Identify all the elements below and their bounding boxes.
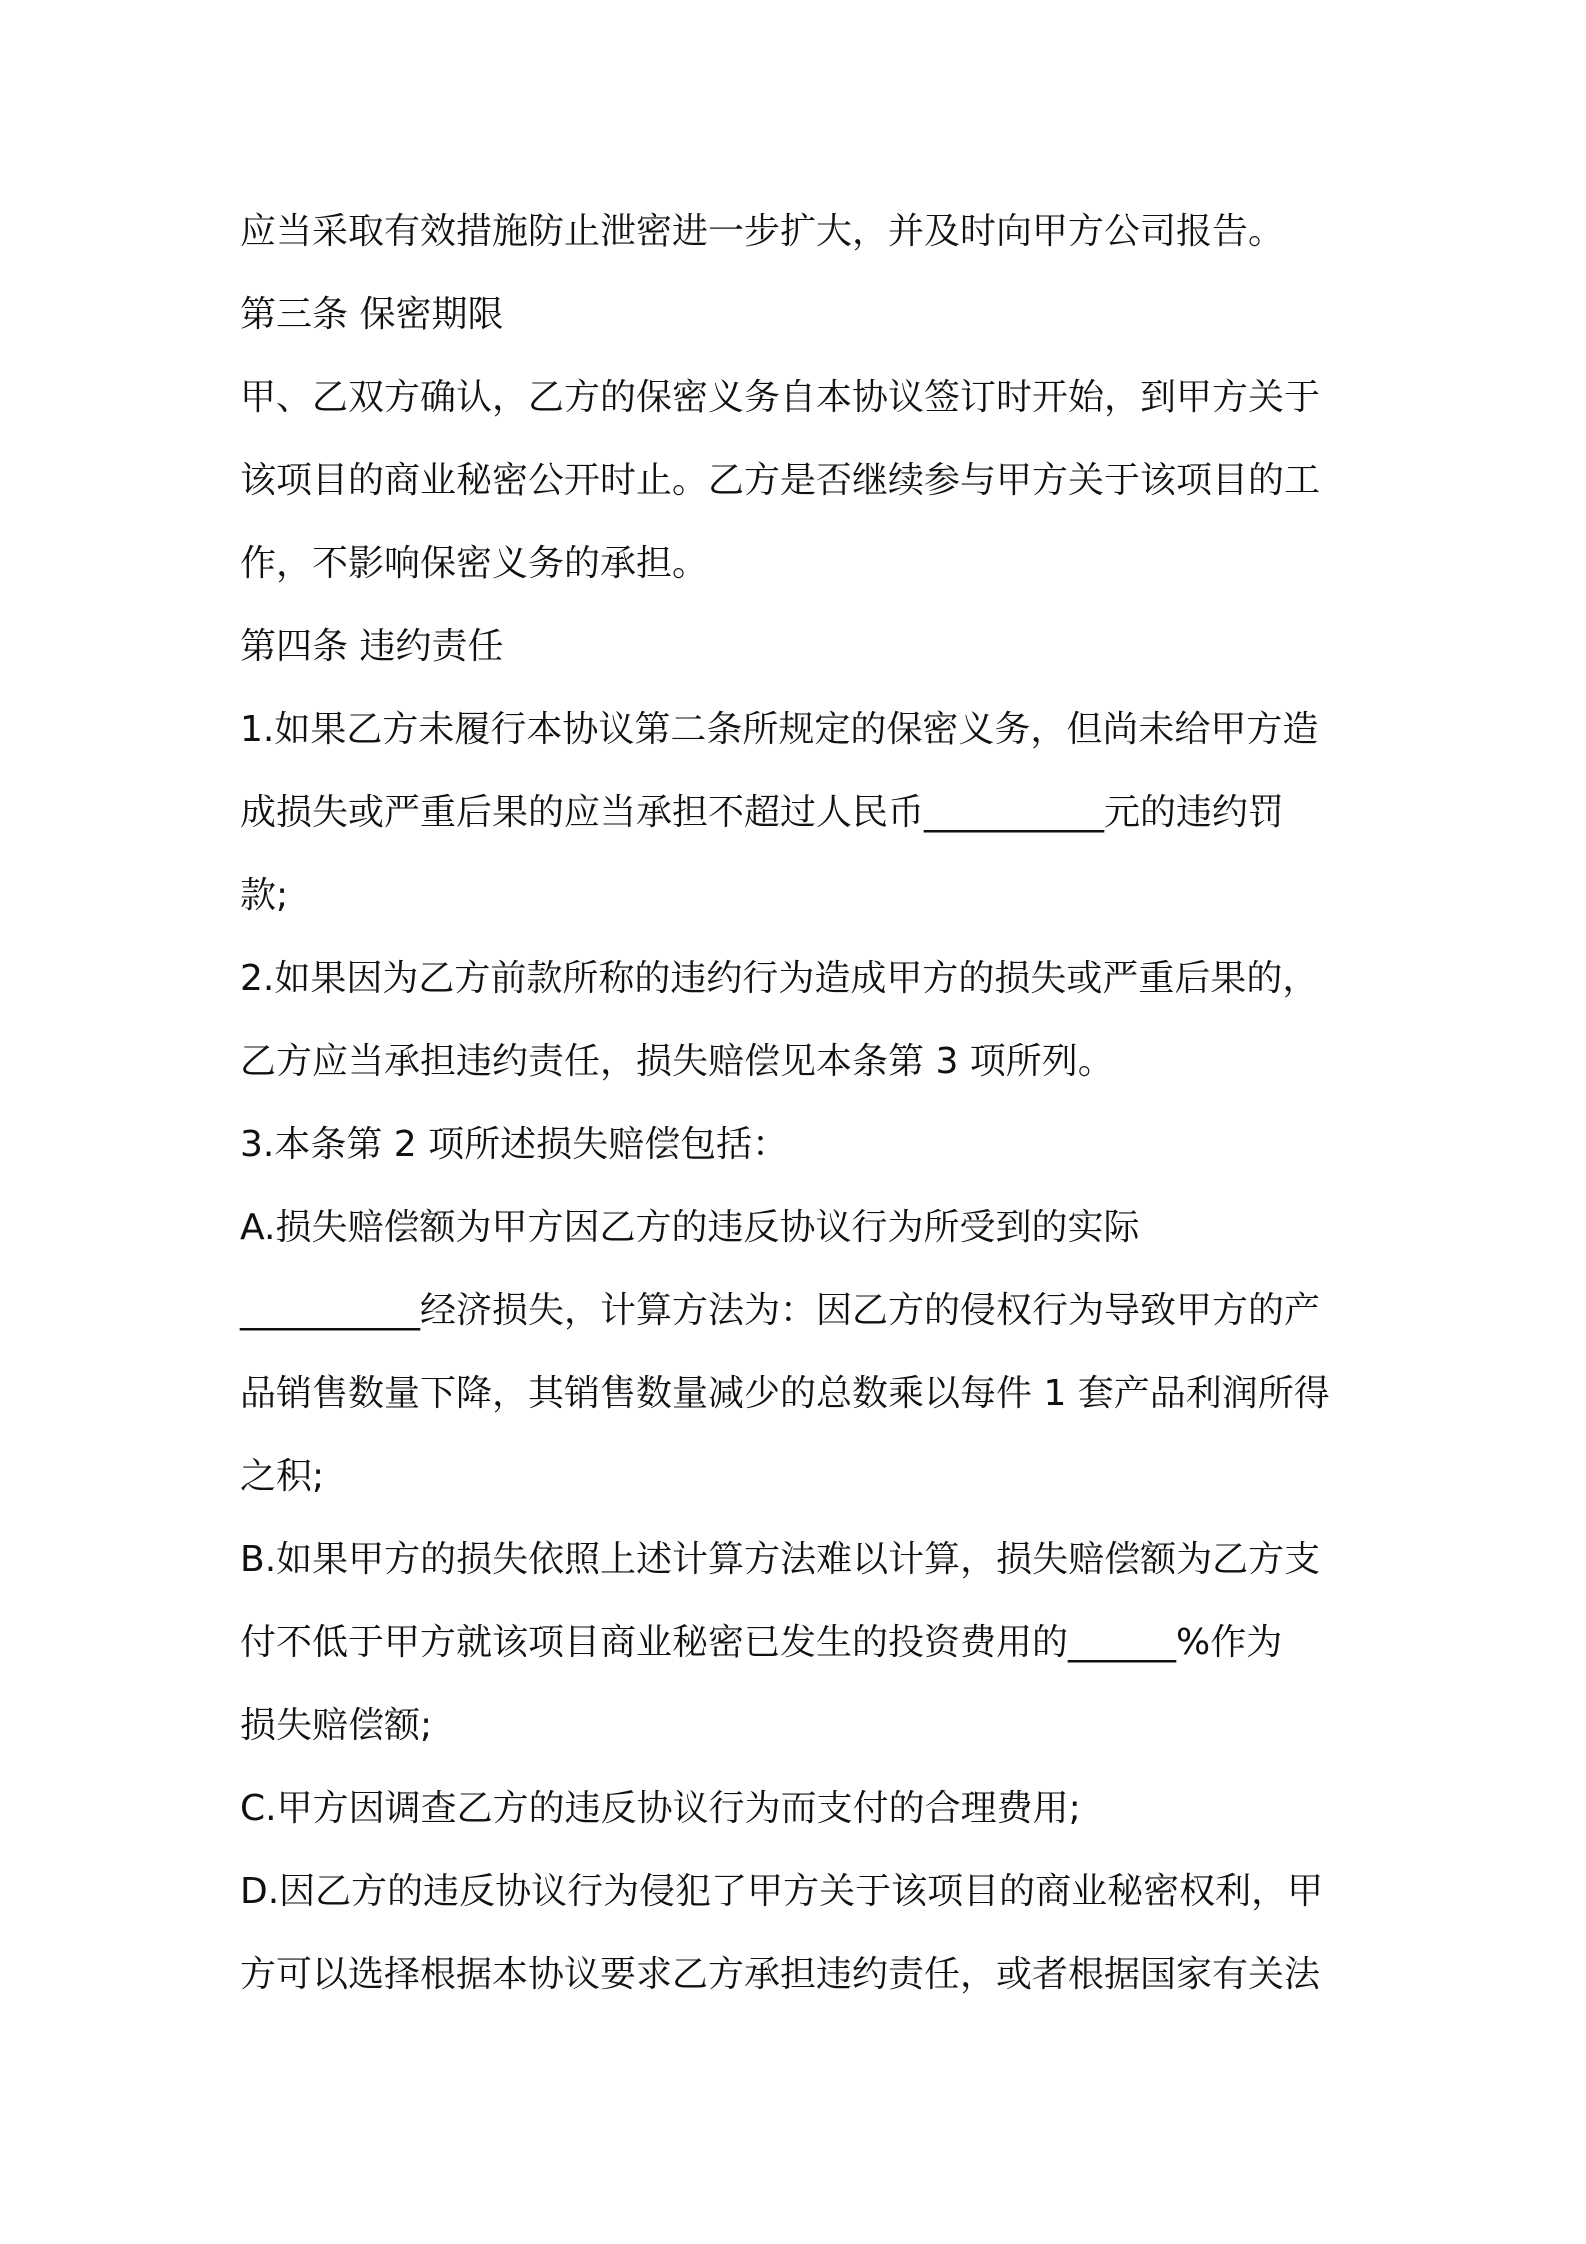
text-line: 作，不影响保密义务的承担。	[240, 543, 709, 584]
section-heading: 第三条 保密期限	[240, 294, 504, 335]
text-line: 应当采取有效措施防止泄密进一步扩大，并及时向甲方公司报告。	[240, 211, 1285, 252]
text-line: 甲、乙双方确认，乙方的保密义务自本协议签订时开始，到甲方关于	[240, 377, 1321, 418]
text-line: 3.本条第 2 项所述损失赔偿包括：	[240, 1124, 789, 1165]
text-line: C.甲方因调查乙方的违反协议行为而支付的合理费用;	[240, 1788, 1081, 1829]
document-body	[240, 190, 1360, 2016]
text-line: D.因乙方的违反协议行为侵犯了甲方关于该项目的商业秘密权利，甲	[240, 1871, 1324, 1912]
text-line: B.如果甲方的损失依照上述计算方法难以计算，损失赔偿额为乙方支	[240, 1539, 1321, 1580]
text-line: 该项目的商业秘密公开时止。乙方是否继续参与甲方关于该项目的工	[240, 460, 1321, 501]
text-line: 损失赔偿额;	[240, 1705, 433, 1746]
text-line: 之积;	[240, 1456, 325, 1497]
text-line: 方可以选择根据本协议要求乙方承担违约责任，或者根据国家有关法	[240, 1954, 1321, 1995]
section-heading: 第四条 违约责任	[240, 626, 504, 667]
text-line: 乙方应当承担违约责任，损失赔偿见本条第 3 项所列。	[240, 1041, 1114, 1082]
text-line: 付不低于甲方就该项目商业秘密已发生的投资费用的______%作为	[240, 1622, 1283, 1663]
text-line: A.损失赔偿额为甲方因乙方的违反协议行为所受到的实际	[240, 1207, 1140, 1248]
text-line: __________经济损失，计算方法为：因乙方的侵权行为导致甲方的产	[240, 1290, 1321, 1331]
text-line: 品销售数量下降，其销售数量减少的总数乘以每件 1 套产品利润所得	[240, 1373, 1330, 1414]
text-line: 1.如果乙方未履行本协议第二条所规定的保密义务，但尚未给甲方造	[240, 709, 1319, 750]
text-line: 款;	[240, 875, 289, 916]
text-line: 成损失或严重后果的应当承担不超过人民币__________元的违约罚	[240, 792, 1285, 833]
text-line: 2.如果因为乙方前款所称的违约行为造成甲方的损失或严重后果的，	[240, 958, 1319, 999]
